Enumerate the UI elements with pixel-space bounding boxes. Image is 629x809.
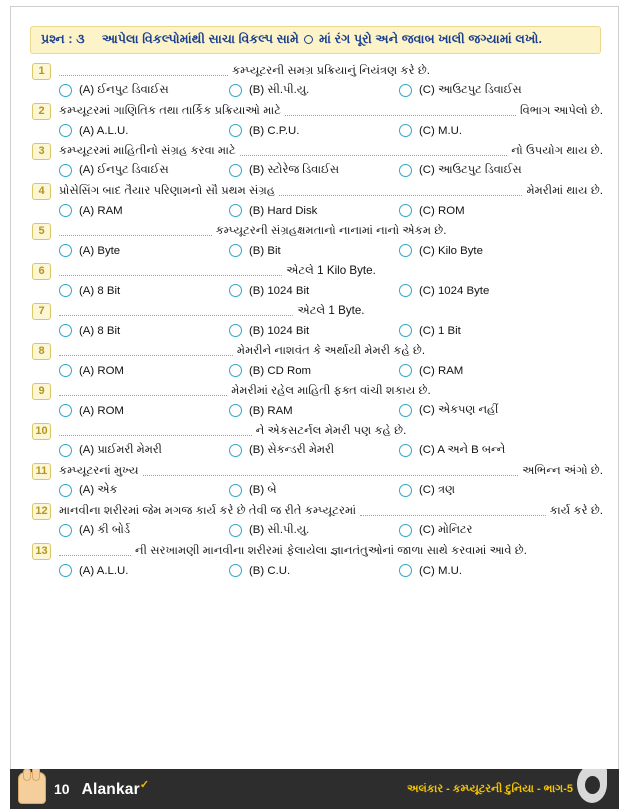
option-label: (B) Hard Disk: [249, 204, 318, 217]
question-block: [32, 420, 603, 457]
question-text-segment: મેમરીને નાશવંત કે અર્થાયી મેમરી કહે છે.: [236, 344, 426, 357]
question-text-segment: મેમરીમાં થાય છે.: [526, 184, 603, 197]
question-heading-prefix: પ્રશ્ન : ૩: [41, 32, 85, 46]
option-bubble-icon[interactable]: [399, 84, 412, 97]
option-bubble-icon[interactable]: [399, 284, 412, 297]
option-c[interactable]: [399, 244, 603, 257]
question-line: [32, 380, 603, 402]
question-block: [32, 460, 603, 497]
question-block: [32, 540, 603, 577]
question-number: 6: [32, 263, 51, 280]
blank-dotted-line[interactable]: [59, 307, 293, 316]
option-b[interactable]: [229, 524, 399, 537]
option-label: (A) 8 Bit: [79, 284, 121, 297]
option-label: (A) પ્રાઈમરી મેમરી: [79, 444, 162, 456]
option-bubble-icon[interactable]: [59, 564, 72, 577]
question-text: [59, 64, 603, 78]
option-a[interactable]: [59, 244, 229, 257]
question-number: 3: [32, 143, 51, 160]
question-line: [32, 340, 603, 362]
option-label: (C) RAM: [419, 364, 464, 377]
blank-dotted-line[interactable]: [59, 427, 252, 436]
option-label: (B) 1024 Bit: [249, 284, 310, 297]
option-bubble-icon[interactable]: [229, 364, 242, 377]
option-a[interactable]: [59, 84, 229, 97]
option-a[interactable]: [59, 324, 229, 337]
option-label: (C) આઉટપુટ ડિવાઈસ: [419, 164, 522, 176]
option-bubble-icon[interactable]: [399, 444, 412, 457]
option-bubble-icon[interactable]: [399, 564, 412, 577]
brand-logo: [82, 778, 150, 799]
option-b[interactable]: [229, 564, 399, 577]
option-bubble-icon[interactable]: [229, 284, 242, 297]
option-bubble-icon[interactable]: [399, 164, 412, 177]
option-label: (A) એક: [79, 484, 118, 496]
question-block: [32, 140, 603, 177]
question-text: [59, 184, 603, 198]
blank-dotted-line[interactable]: [59, 387, 227, 396]
option-bubble-icon[interactable]: [229, 84, 242, 97]
option-row: [32, 84, 603, 97]
option-bubble-icon[interactable]: [229, 484, 242, 497]
option-label: (B) સેકન્ડરી મેમરી: [249, 444, 335, 456]
option-a[interactable]: [59, 124, 229, 137]
option-bubble-icon[interactable]: [229, 444, 242, 457]
brand-name: Alankar: [81, 781, 140, 799]
option-label: (C) M.U.: [419, 124, 463, 137]
blank-dotted-line[interactable]: [143, 467, 519, 476]
option-bubble-icon[interactable]: [399, 124, 412, 137]
option-bubble-icon[interactable]: [399, 204, 412, 217]
option-label: (B) બે: [249, 484, 277, 496]
question-text: [59, 384, 603, 398]
option-row: [32, 324, 603, 337]
footer-left: [10, 774, 149, 804]
question-line: [32, 500, 603, 522]
option-bubble-icon[interactable]: [59, 164, 72, 177]
blank-dotted-line[interactable]: [59, 227, 212, 236]
option-bubble-icon[interactable]: [59, 284, 72, 297]
question-text-segment: કમ્પ્યૂટરની સંગ્રહક્ષમતાનો નાનામાં નાનો એકમ છે.: [215, 224, 447, 237]
question-text-segment: કમ્પ્યૂટરમાં માહિતીનો સંગ્રહ કરવા માટે: [59, 144, 236, 157]
option-b[interactable]: [229, 244, 399, 257]
option-bubble-icon[interactable]: [59, 204, 72, 217]
question-text: [59, 424, 603, 438]
question-text-segment: એટલે 1 Kilo Byte.: [286, 264, 376, 277]
question-text-segment: ને એકસટર્નલ મેમરી પણ કહે છે.: [255, 424, 407, 437]
option-label: (A) ઈનપુટ ડિવાઈસ: [79, 84, 169, 96]
question-text: [59, 104, 603, 118]
page-footer: [10, 769, 619, 809]
option-bubble-icon[interactable]: [229, 204, 242, 217]
option-row: [32, 404, 603, 417]
question-line: [32, 540, 603, 562]
option-label: (A) ROM: [79, 364, 124, 377]
footer-book-title: અલંકાર - કમ્પ્યૂટરની દુનિયા - ભાગ-5: [406, 782, 573, 795]
option-label: (C) એકપણ નહીં: [419, 404, 499, 416]
question-number: 13: [32, 543, 51, 560]
blank-dotted-line[interactable]: [360, 507, 546, 516]
option-bubble-icon[interactable]: [399, 404, 412, 417]
option-label: (B) CD Rom: [249, 364, 312, 377]
option-bubble-icon[interactable]: [229, 244, 242, 257]
option-label: (B) Bit: [249, 244, 281, 257]
question-block: [32, 380, 603, 417]
option-c[interactable]: [399, 324, 603, 337]
option-label: (B) સ્ટોરેજ ડિવાઈસ: [249, 164, 340, 176]
option-a[interactable]: [59, 204, 229, 217]
option-label: (A) કી બોર્ડ: [79, 524, 131, 536]
option-label: (C) 1 Bit: [419, 324, 461, 337]
option-row: [32, 564, 603, 577]
blank-dotted-line[interactable]: [59, 347, 233, 356]
option-label: (C) Kilo Byte: [419, 244, 483, 257]
question-text-segment: મેમરીમાં રહેલ માહિતી ફક્ત વાંચી શકાય છે.: [231, 384, 431, 397]
question-number: 7: [32, 303, 51, 320]
option-c[interactable]: [399, 404, 603, 417]
blank-dotted-line[interactable]: [59, 267, 282, 276]
option-a[interactable]: [59, 364, 229, 377]
option-a[interactable]: [59, 404, 229, 417]
option-bubble-icon[interactable]: [59, 484, 72, 497]
question-line: [32, 260, 603, 282]
question-line: [32, 140, 603, 162]
option-label: (B) C.U.: [249, 564, 291, 577]
option-row: [32, 364, 603, 377]
option-bubble-icon[interactable]: [399, 364, 412, 377]
option-a[interactable]: [59, 524, 229, 537]
page-number: 10: [54, 781, 70, 797]
question-line: [32, 220, 603, 242]
blank-dotted-line[interactable]: [240, 147, 508, 156]
option-bubble-icon[interactable]: [59, 324, 72, 337]
option-c[interactable]: [399, 444, 603, 457]
question-text: [59, 544, 603, 558]
option-label: (C) ROM: [419, 204, 465, 217]
option-b[interactable]: [229, 404, 399, 417]
question-text: [59, 464, 603, 478]
question-text: [59, 304, 603, 318]
question-text-segment: કાર્ય કરે છે.: [549, 504, 603, 517]
blank-dotted-line[interactable]: [59, 67, 228, 76]
option-label: (A) RAM: [79, 204, 123, 217]
option-b[interactable]: [229, 484, 399, 497]
option-bubble-icon[interactable]: [399, 484, 412, 497]
question-text: [59, 224, 603, 238]
option-bubble-icon[interactable]: [229, 324, 242, 337]
option-b[interactable]: [229, 204, 399, 217]
question-heading: [30, 26, 601, 54]
option-label: (B) RAM: [249, 404, 293, 417]
question-text-segment: ની સરખામણી માનવીના શરીરમાં ફેલાયેલા જ્ઞાનતંતુઓનાં જાળા સાથે કરવામાં આવે છે.: [135, 544, 527, 557]
question-heading-text-before: આપેલા વિકલ્પોમાંથી સાચા વિકલ્પ સામે: [101, 32, 299, 46]
question-block: [32, 500, 603, 537]
option-a[interactable]: [59, 444, 229, 457]
question-text-segment: એટલે 1 Byte.: [297, 304, 365, 317]
question-line: [32, 100, 603, 122]
question-number: 1: [32, 63, 51, 80]
option-label: (B) સી.પી.યુ.: [249, 84, 310, 96]
corner-inner-icon: [585, 776, 600, 794]
option-row: [32, 484, 603, 497]
option-c[interactable]: [399, 84, 603, 97]
option-b[interactable]: [229, 324, 399, 337]
option-b[interactable]: [229, 284, 399, 297]
question-number: 8: [32, 343, 51, 360]
option-a[interactable]: [59, 484, 229, 497]
option-c[interactable]: [399, 484, 603, 497]
option-label: (A) A.L.U.: [79, 124, 129, 137]
option-label: (C) 1024 Byte: [419, 284, 490, 297]
option-bubble-icon[interactable]: [229, 404, 242, 417]
option-label: (C) M.U.: [419, 564, 463, 577]
option-bubble-icon[interactable]: [399, 244, 412, 257]
question-block: [32, 100, 603, 137]
option-label: (A) ROM: [79, 404, 124, 417]
question-number: 5: [32, 223, 51, 240]
blank-dotted-line[interactable]: [59, 547, 131, 556]
question-heading-text-after: માં રંગ પૂરો અને જવાબ ખાલી જગ્યામાં લખો.: [319, 32, 543, 46]
option-label: (C) આઉટપુટ ડિવાઈસ: [419, 84, 522, 96]
option-bubble-icon[interactable]: [229, 564, 242, 577]
question-text-segment: કમ્પ્યૂટરનાં મુખ્ય: [59, 464, 139, 477]
option-c[interactable]: [399, 204, 603, 217]
option-bubble-icon[interactable]: [59, 244, 72, 257]
question-text: [59, 344, 603, 358]
option-c[interactable]: [399, 284, 603, 297]
question-number: 11: [32, 463, 51, 480]
option-bubble-icon[interactable]: [59, 84, 72, 97]
option-bubble-icon[interactable]: [399, 324, 412, 337]
question-text-segment: નો ઉપયોગ થાય છે.: [511, 144, 603, 157]
option-label: (B) 1024 Bit: [249, 324, 310, 337]
option-row: [32, 204, 603, 217]
question-text-segment: કમ્પ્યૂટરની સમગ્ર પ્રક્રિયાનું નિયંત્રણ કરે છે.: [232, 64, 430, 77]
option-bubble-icon[interactable]: [229, 164, 242, 177]
option-c[interactable]: [399, 164, 603, 177]
question-text: [59, 144, 603, 158]
option-bubble-icon[interactable]: [59, 404, 72, 417]
question-line: [32, 460, 603, 482]
page-content: [18, 12, 613, 757]
hand-icon: [18, 772, 46, 804]
option-bubble-icon[interactable]: [229, 124, 242, 137]
option-b[interactable]: [229, 84, 399, 97]
question-text-segment: માનવીના શરીરમાં જેમ મગજ કાર્ય કરે છે તેવી જ રીતે કમ્પ્યૂટરમાં: [59, 504, 357, 517]
option-c[interactable]: [399, 524, 603, 537]
option-bubble-icon[interactable]: [59, 524, 72, 537]
question-line: [32, 60, 603, 82]
corner-ornament: [573, 769, 613, 807]
option-bubble-icon[interactable]: [59, 124, 72, 137]
option-label: (B) સી.પી.યુ.: [249, 524, 310, 536]
question-text: [59, 504, 603, 518]
question-block: [32, 60, 603, 97]
option-b[interactable]: [229, 164, 399, 177]
option-label: (C) મોનિટર: [419, 524, 473, 536]
option-a[interactable]: [59, 164, 229, 177]
option-label: (C) A અને B બન્ને: [419, 444, 506, 456]
option-b[interactable]: [229, 364, 399, 377]
option-row: [32, 164, 603, 177]
question-text-segment: પ્રોસેસિંગ બાદ તૈયાર પરિણામનો સૌ પ્રથમ સંગ્રહ: [59, 184, 276, 197]
question-text-segment: કમ્પ્યૂટરમાં ગાણિતિક તથા તાર્કિક પ્રક્રિયાઓ માટે: [59, 104, 282, 117]
question-line: [32, 300, 603, 322]
question-list: [18, 60, 613, 577]
option-bubble-icon[interactable]: [229, 524, 242, 537]
question-block: [32, 260, 603, 297]
question-text-segment: અભિન્ન અંગો છે.: [522, 464, 603, 477]
option-row: [32, 244, 603, 257]
option-b[interactable]: [229, 444, 399, 457]
blank-dotted-line[interactable]: [279, 187, 522, 196]
option-label: (A) A.L.U.: [79, 564, 129, 577]
question-block: [32, 180, 603, 217]
fill-circle-icon: [304, 35, 313, 44]
option-c[interactable]: [399, 124, 603, 137]
question-block: [32, 300, 603, 337]
option-row: [32, 284, 603, 297]
brand-mark-icon: ✓: [139, 779, 150, 792]
option-row: [32, 124, 603, 137]
option-bubble-icon[interactable]: [59, 364, 72, 377]
question-block: [32, 340, 603, 377]
question-line: [32, 180, 603, 202]
option-label: (C) ત્રણ: [419, 484, 455, 496]
option-bubble-icon[interactable]: [59, 444, 72, 457]
option-a[interactable]: [59, 564, 229, 577]
question-number: 10: [32, 423, 51, 440]
option-b[interactable]: [229, 124, 399, 137]
option-c[interactable]: [399, 364, 603, 377]
option-label: (B) C.P.U.: [249, 124, 300, 137]
blank-dotted-line[interactable]: [285, 107, 516, 116]
option-a[interactable]: [59, 284, 229, 297]
question-number: 9: [32, 383, 51, 400]
option-row: [32, 524, 603, 537]
question-line: [32, 420, 603, 442]
option-c[interactable]: [399, 564, 603, 577]
question-number: 12: [32, 503, 51, 520]
option-label: (A) ઈનપુટ ડિવાઈસ: [79, 164, 169, 176]
question-text-segment: વિભાગ આપેલો છે.: [520, 104, 603, 117]
option-row: [32, 444, 603, 457]
option-bubble-icon[interactable]: [399, 524, 412, 537]
question-text: [59, 264, 603, 278]
question-block: [32, 220, 603, 257]
question-number: 2: [32, 103, 51, 120]
question-number: 4: [32, 183, 51, 200]
option-label: (A) 8 Bit: [79, 324, 121, 337]
option-label: (A) Byte: [79, 244, 121, 257]
